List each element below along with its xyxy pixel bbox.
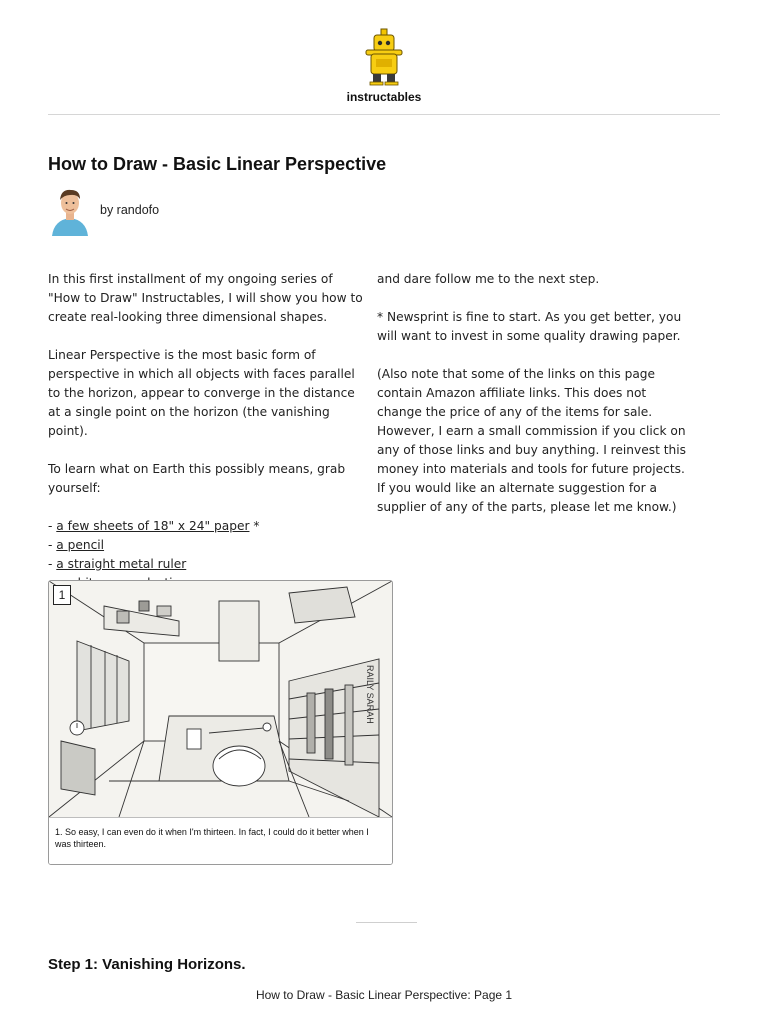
materials-intro: To learn what on Earth this possibly means, grab yourself: — [48, 462, 346, 495]
instructables-robot-icon[interactable] — [362, 28, 406, 86]
drawing-sign-text: RAILY SARAH — [365, 665, 375, 724]
ruler-link[interactable]: a straight metal ruler — [56, 557, 187, 571]
author-byline[interactable]: by randofo — [100, 203, 160, 217]
intro-right-column — [377, 270, 693, 536]
page-title: How to Draw - Basic Linear Perspective — [48, 154, 387, 174]
materials-item-paper: - a few sheets of 18" x 24" paper * — [48, 519, 260, 533]
step-title: Step 1: Vanishing Horizons. — [48, 956, 246, 973]
paper-link[interactable]: a few sheets of 18" x 24" paper — [56, 519, 250, 533]
site-header — [0, 28, 768, 104]
definition-paragraph: Linear Perspective is the most basic form of perspective in which all objects with faces parallel to the horizon, appear to converge in the distance at a single point on the horizon (the vanishing point). — [48, 348, 355, 438]
perspective-drawing-figure[interactable] — [48, 580, 393, 865]
affiliate-note: (Also note that some of the links on this page contain Amazon affiliate links. This does not change the price of any of the items for sale. However, I earn a small commission if you click on any of those links and buy anything. I reinvest this money into materials and tools for future projects. If you would like an alternate suggestion for a supplier of any of the parts, please let me know.) — [377, 367, 686, 514]
section-divider — [356, 922, 417, 923]
intro-paragraph: In this first installment of my ongoing series of "How to Draw" Instructables, I will show you how to create real-looking three dimensional shapes. — [48, 272, 363, 324]
materials-item-pencil: - a pencil — [48, 538, 105, 552]
page-footer: How to Draw - Basic Linear Perspective: Page 1 — [255, 988, 513, 1002]
author-avatar[interactable] — [50, 184, 90, 236]
figure-number-badge: 1 — [53, 585, 71, 605]
materials-item-ruler: - a straight metal ruler — [48, 557, 187, 571]
newsprint-note: * Newsprint is fine to start. As you get better, you will want to invest in some quality drawing paper. — [377, 310, 682, 343]
header-divider — [48, 114, 720, 115]
continue-paragraph: and dare follow me to the next step. — [377, 272, 600, 286]
pencil-link[interactable]: a pencil — [56, 538, 105, 552]
figure-caption: 1. So easy, I can even do it when I'm thirteen. In fact, I could do it better when I was thirteen. — [49, 817, 392, 864]
room-perspective-drawing — [49, 581, 392, 817]
brand-name[interactable]: instructables — [346, 90, 422, 104]
intro-left-column — [48, 270, 364, 593]
